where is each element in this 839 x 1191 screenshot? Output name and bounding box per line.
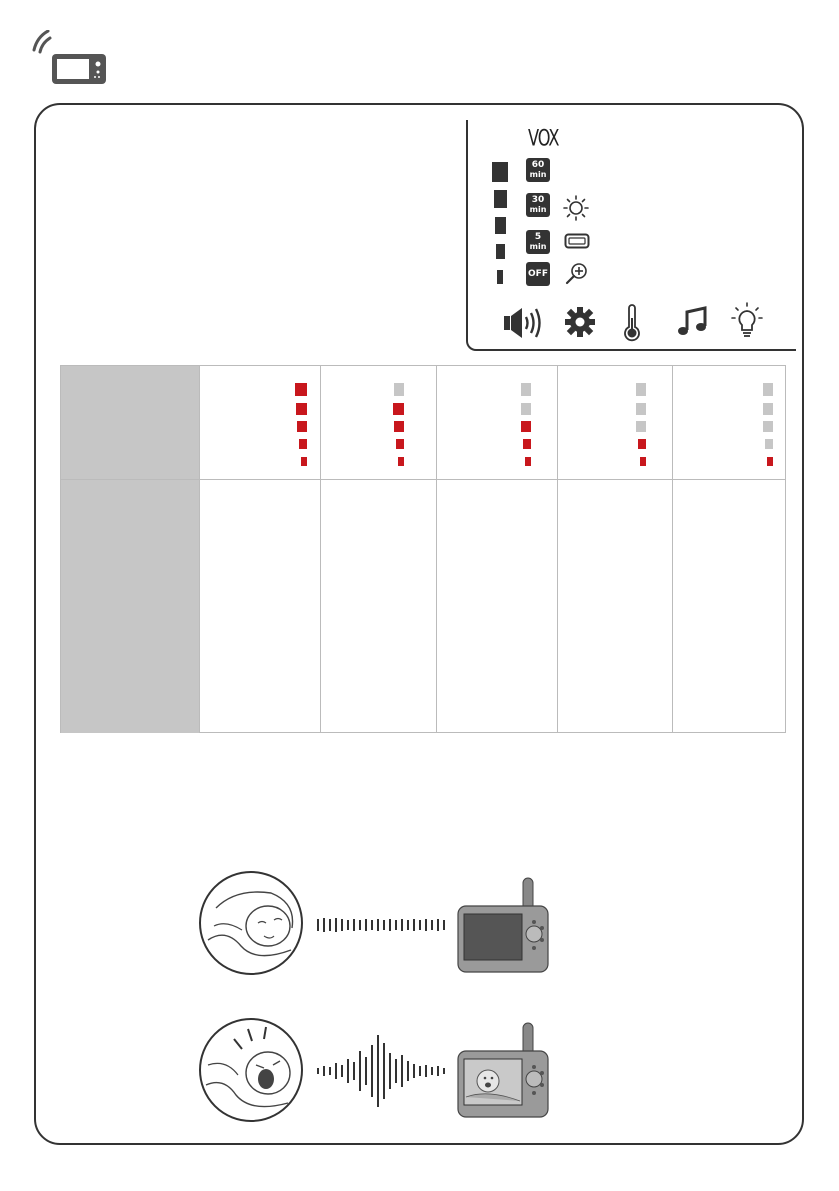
- level-bar-5: [492, 162, 508, 182]
- level-indicator-bar: [396, 439, 404, 449]
- level-indicator-bar: [521, 403, 531, 415]
- vox-60-value: 60: [531, 160, 545, 170]
- level-indicator-bar: [398, 457, 404, 466]
- level-indicator-bar: [301, 457, 307, 466]
- vox-label: VOX: [528, 125, 559, 152]
- parent-unit-screen-off-icon: [458, 878, 548, 972]
- level-bar-1: [497, 270, 503, 284]
- level-indicator-bar: [393, 403, 404, 415]
- quiet-sound-wave-icon: [318, 918, 444, 932]
- level-indicator-bar: [295, 383, 307, 396]
- settings-gear-icon: [564, 306, 596, 338]
- level-indicator-bar: [636, 421, 646, 432]
- vox-off-badge: [526, 262, 550, 286]
- row-header-level: [61, 366, 199, 479]
- level-bar-4: [494, 190, 507, 208]
- description-cell-level-5: [200, 480, 320, 732]
- parent-unit-screen-on-icon: [458, 1023, 548, 1117]
- level-indicator-bar: [394, 421, 404, 432]
- vox-30-unit: min: [529, 205, 547, 214]
- vox-sensitivity-table: [60, 365, 786, 733]
- row-header-description: [61, 480, 199, 733]
- level-indicator-bar: [638, 439, 646, 449]
- level-indicator-bar: [521, 383, 531, 396]
- vox-60-min-badge: [526, 158, 550, 182]
- description-cell-level-2: [558, 480, 672, 732]
- level-indicator-bar: [636, 403, 646, 415]
- level-indicator-bar: [299, 439, 307, 449]
- level-indicator-bar: [296, 403, 307, 415]
- vox-settings-panel: [466, 120, 796, 351]
- description-cell-level-1: [673, 480, 785, 732]
- sleeping-baby-icon: [200, 872, 302, 974]
- vox-30-min-badge: [526, 193, 550, 217]
- night-light-bulb-icon: [730, 302, 764, 342]
- level-indicator-bar: [525, 457, 531, 466]
- level-indicator-bar: [763, 403, 773, 415]
- level-indicator-bar: [523, 439, 531, 449]
- vox-5-min-badge: [526, 230, 550, 254]
- description-cell-level-3: [437, 480, 557, 732]
- brightness-icon: [562, 194, 590, 222]
- zoom-in-icon: [564, 262, 590, 286]
- level-indicator-bar: [767, 457, 773, 466]
- level-indicator-bar: [765, 439, 773, 449]
- crying-baby-illustration: [196, 1015, 556, 1130]
- loud-sound-wave-icon: [318, 1035, 444, 1107]
- vox-30-value: 30: [531, 195, 545, 205]
- level-bar-3: [495, 217, 506, 234]
- level-indicator-bar: [763, 383, 773, 396]
- level-indicator-bar: [297, 421, 307, 432]
- vox-off-value: OFF: [528, 269, 548, 279]
- description-cell-level-4: [321, 480, 436, 732]
- level-indicator-bar: [521, 421, 531, 432]
- display-icon: [564, 233, 590, 249]
- vox-5-unit: min: [529, 242, 547, 251]
- level-indicator-bar: [636, 383, 646, 396]
- crying-baby-icon: [200, 1019, 302, 1121]
- speaker-volume-icon: [502, 306, 550, 340]
- vox-60-unit: min: [529, 170, 547, 179]
- vox-5-value: 5: [534, 232, 542, 242]
- level-indicator-bar: [640, 457, 646, 466]
- thermometer-icon: [622, 304, 642, 342]
- level-indicator-bar: [394, 383, 404, 396]
- level-indicator-bar: [763, 421, 773, 432]
- quiet-baby-illustration: [196, 868, 556, 978]
- level-bar-2: [496, 244, 505, 259]
- music-note-icon: [676, 306, 710, 338]
- parent-unit-wireless-icon: [28, 30, 114, 86]
